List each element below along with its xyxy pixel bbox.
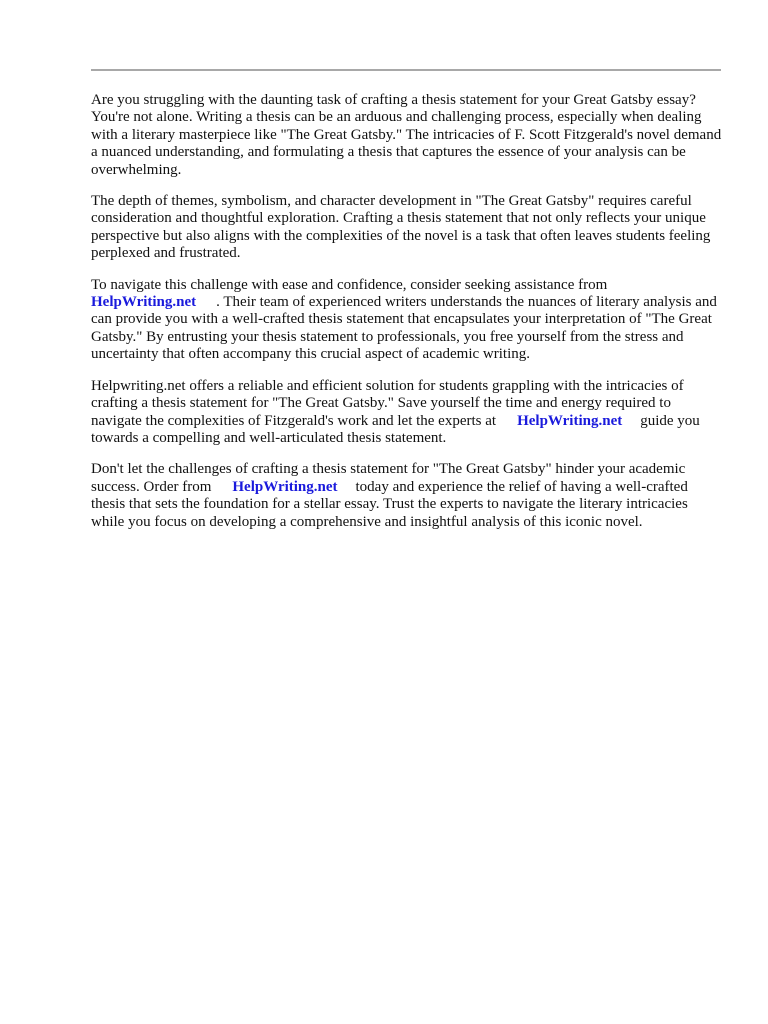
paragraph-assistance: [91, 277, 723, 364]
helpwriting-link-1[interactable]: HelpWriting.net: [91, 294, 197, 311]
paragraph-closing: [91, 461, 723, 531]
helpwriting-link-3[interactable]: HelpWriting.net: [232, 478, 338, 495]
paragraph-solution-lead: Helpwriting.net offers a reliable and efficient solution for students grappling with the intricacies of crafting a thesis statement for "The Great Gatsby." Save yourself the time and energy required to navigate the complexities of Fitzgerald's work and let the experts at: [91, 377, 684, 429]
paragraph-assistance-tail: . Their team of experienced writers understands the nuances of literary analysis and can provide you with a well-crafted thesis statement that encapsulates your interpretation of "The Great Gatsby." By entrusting your thesis statement to professionals, you free yourself from the stress and uncertainty that often accompany this crucial aspect of academic writing.: [91, 294, 717, 363]
paragraph-assistance-lead: To navigate this challenge with ease and confidence, consider seeking assistance from: [91, 276, 608, 293]
paragraph-intro: Are you struggling with the daunting task of crafting a thesis statement for your Great Gatsby essay? You're not alone. Writing a thesis can be an arduous and challenging process, especially when dealing with a literary masterpiece like "The Great Gatsby." The intricacies of F. Scott Fitzgerald's novel demand a nuanced understanding, and formulating a thesis that captures the essence of your analysis can be overwhelming.: [91, 92, 722, 178]
paragraph-solution: [91, 378, 723, 448]
paragraph-themes: The depth of themes, symbolism, and character development in "The Great Gatsby" requires careful consideration and thoughtful exploration. Crafting a thesis statement that not only reflects your unique perspective but also aligns with the complexities of the novel is a task that often leaves students feeling perplexed and frustrated.: [91, 193, 711, 262]
paragraph-closing-lead: Don't let the challenges of crafting a thesis statement for "The Great Gatsby" hinder your academic success. Order from: [91, 461, 686, 495]
helpwriting-link-2[interactable]: HelpWriting.net: [517, 412, 623, 429]
paragraph-closing-tail: today and experience the relief of having a well-crafted thesis that sets the foundation for a stellar essay. Trust the experts to navigate the literary intricacies while you focus on developing a comprehensive and insightful analysis of this iconic novel.: [91, 478, 688, 530]
top-divider: [91, 69, 721, 71]
document-body: [91, 92, 723, 545]
paragraph-solution-tail: guide you towards a compelling and well-articulated thesis statement.: [91, 412, 700, 446]
